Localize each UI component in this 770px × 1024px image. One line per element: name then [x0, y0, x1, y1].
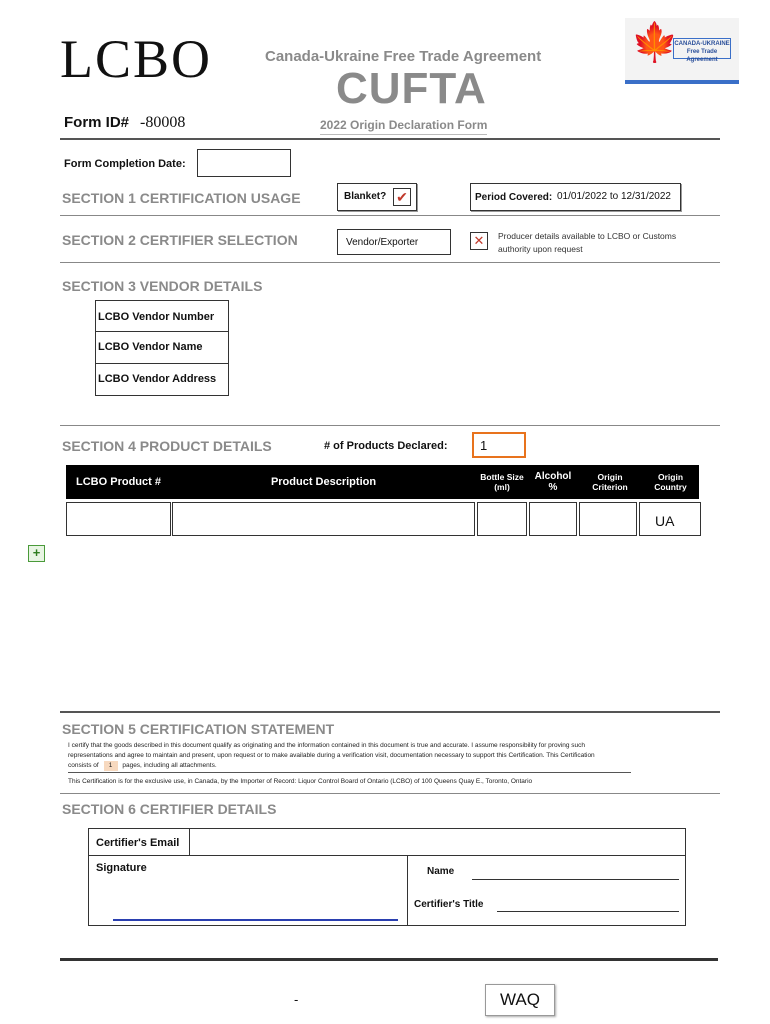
form-id-value: -80008: [140, 114, 186, 131]
statement-underline: [68, 772, 631, 773]
col-origin-country-line-2: Country: [654, 482, 687, 492]
signature-line[interactable]: [113, 919, 398, 921]
certifier-select-value: Vendor/Exporter: [346, 237, 419, 248]
origin-criterion-input[interactable]: [579, 502, 637, 536]
section-5-title: SECTION 5 CERTIFICATION STATEMENT: [62, 721, 335, 737]
certification-statement: [68, 741, 698, 771]
certifier-select[interactable]: [337, 229, 451, 255]
col-origin-country-line-1: Origin: [657, 472, 684, 482]
vendor-number-label: LCBO Vendor Number: [98, 311, 215, 323]
certifier-email-input[interactable]: [190, 830, 680, 854]
col-alcohol: [528, 465, 578, 499]
exclusive-use-note: This Certification is for the exclusive use, in Canada, by the Importer of Record: Liquor Control Board of Ontario (LCBO) of 100 Queens Quay E., Toronto, Ontario: [68, 778, 533, 785]
lcbo-logo: LCBO: [60, 29, 213, 89]
section-2-title: SECTION 2 CERTIFIER SELECTION: [62, 232, 298, 248]
cufta-logo: [625, 18, 739, 84]
maple-leaf-icon: 🍁: [631, 22, 679, 64]
header-divider: [60, 138, 720, 140]
completion-date-label: Form Completion Date:: [64, 158, 186, 170]
email-row-divider: [89, 855, 685, 856]
col-alcohol-line-2: %: [548, 482, 558, 493]
col-origin-criterion-line-1: Origin: [597, 472, 623, 482]
producer-note-line-2: authority upon request: [498, 244, 583, 254]
blanket-field: [337, 183, 417, 211]
col-lcbo-product: LCBO Product #: [76, 475, 161, 488]
form-id-label: Form ID#: [64, 114, 130, 131]
add-row-plus-icon[interactable]: +: [28, 545, 45, 562]
section-1-divider: [60, 215, 720, 216]
product-table-header: [66, 465, 699, 499]
name-label: Name: [427, 866, 455, 877]
section-2-divider: [60, 262, 720, 263]
form-title: 2022 Origin Declaration Form: [320, 118, 487, 135]
cufta-title: CUFTA: [336, 64, 487, 113]
col-origin-criterion: [578, 465, 642, 499]
section-5-divider: [60, 793, 720, 794]
section-3-divider: [60, 425, 720, 426]
statement-pages-text: pages, including all attachments.: [122, 762, 217, 769]
certifier-details-table: [88, 828, 686, 926]
col-product-description: Product Description: [270, 475, 377, 488]
product-number-input[interactable]: [66, 502, 171, 536]
vendor-row-divider: [96, 363, 228, 364]
section-4-title: SECTION 4 PRODUCT DETAILS: [62, 438, 272, 454]
period-covered-value[interactable]: 01/01/2022 to 12/31/2022: [557, 191, 671, 202]
products-declared-input[interactable]: [472, 432, 526, 458]
signature-cell-divider: [407, 855, 408, 925]
col-bottle-size-line-2: (ml): [494, 482, 510, 492]
completion-date-input[interactable]: [197, 149, 291, 177]
section-6-title: SECTION 6 CERTIFIER DETAILS: [62, 801, 277, 817]
period-covered-label: Period Covered:: [475, 192, 553, 203]
certifier-email-label: Certifier's Email: [96, 837, 180, 849]
period-covered-field: [470, 183, 681, 211]
col-alcohol-line-1: Alcohol: [534, 471, 572, 482]
footer-code: WAQ: [485, 984, 555, 1016]
blanket-checkbox[interactable]: ✔: [393, 188, 411, 206]
col-origin-criterion-line-2: Criterion: [592, 482, 628, 492]
section-1-title: SECTION 1 CERTIFICATION USAGE: [62, 190, 301, 206]
vendor-name-label: LCBO Vendor Name: [98, 341, 203, 353]
col-bottle-size: [476, 465, 528, 499]
producer-note-line-1: Producer details available to LCBO or Customs: [498, 231, 677, 241]
blanket-label: Blanket?: [344, 191, 387, 202]
vendor-address-label: LCBO Vendor Address: [98, 373, 217, 385]
statement-consists-of: consists of: [68, 762, 99, 769]
name-input-line[interactable]: [472, 879, 679, 880]
products-declared-value: 1: [480, 438, 488, 453]
vendor-details-box: [95, 300, 229, 396]
statement-line-1: I certify that the goods described in this document qualify as originating and the information contained in this document is true and accurate. I assume responsibility for proving such: [68, 742, 586, 749]
statement-line-2: representations and agree to maintain and present, upon request or to make available during a verification visit, documentation necessary to support this Certification. This Certification: [68, 752, 595, 759]
origin-country-input[interactable]: UA: [639, 502, 701, 536]
footer-dash: -: [294, 992, 299, 1007]
signature-label: Signature: [96, 862, 147, 874]
alcohol-input[interactable]: [529, 502, 577, 536]
section-3-title: SECTION 3 VENDOR DETAILS: [62, 278, 263, 294]
footer-divider: [60, 958, 718, 961]
col-origin-country: [642, 465, 699, 499]
col-bottle-size-line-1: Bottle Size: [480, 472, 524, 482]
title-input-line[interactable]: [497, 911, 679, 912]
producer-checkbox[interactable]: ✕: [470, 232, 488, 250]
pages-count-input[interactable]: 1: [104, 761, 118, 771]
cufta-badge: CANADA-UKRAINE Free Trade Agreement: [673, 38, 731, 59]
bottle-size-input[interactable]: [477, 502, 527, 536]
products-declared-label: # of Products Declared:: [324, 440, 448, 452]
section-4-divider: [60, 711, 720, 713]
agreement-title: Canada-Ukraine Free Trade Agreement: [265, 48, 542, 65]
vendor-row-divider: [96, 331, 228, 332]
statement-line-3: [68, 761, 698, 771]
certifier-title-label: Certifier's Title: [414, 899, 484, 910]
product-description-input[interactable]: [172, 502, 475, 536]
